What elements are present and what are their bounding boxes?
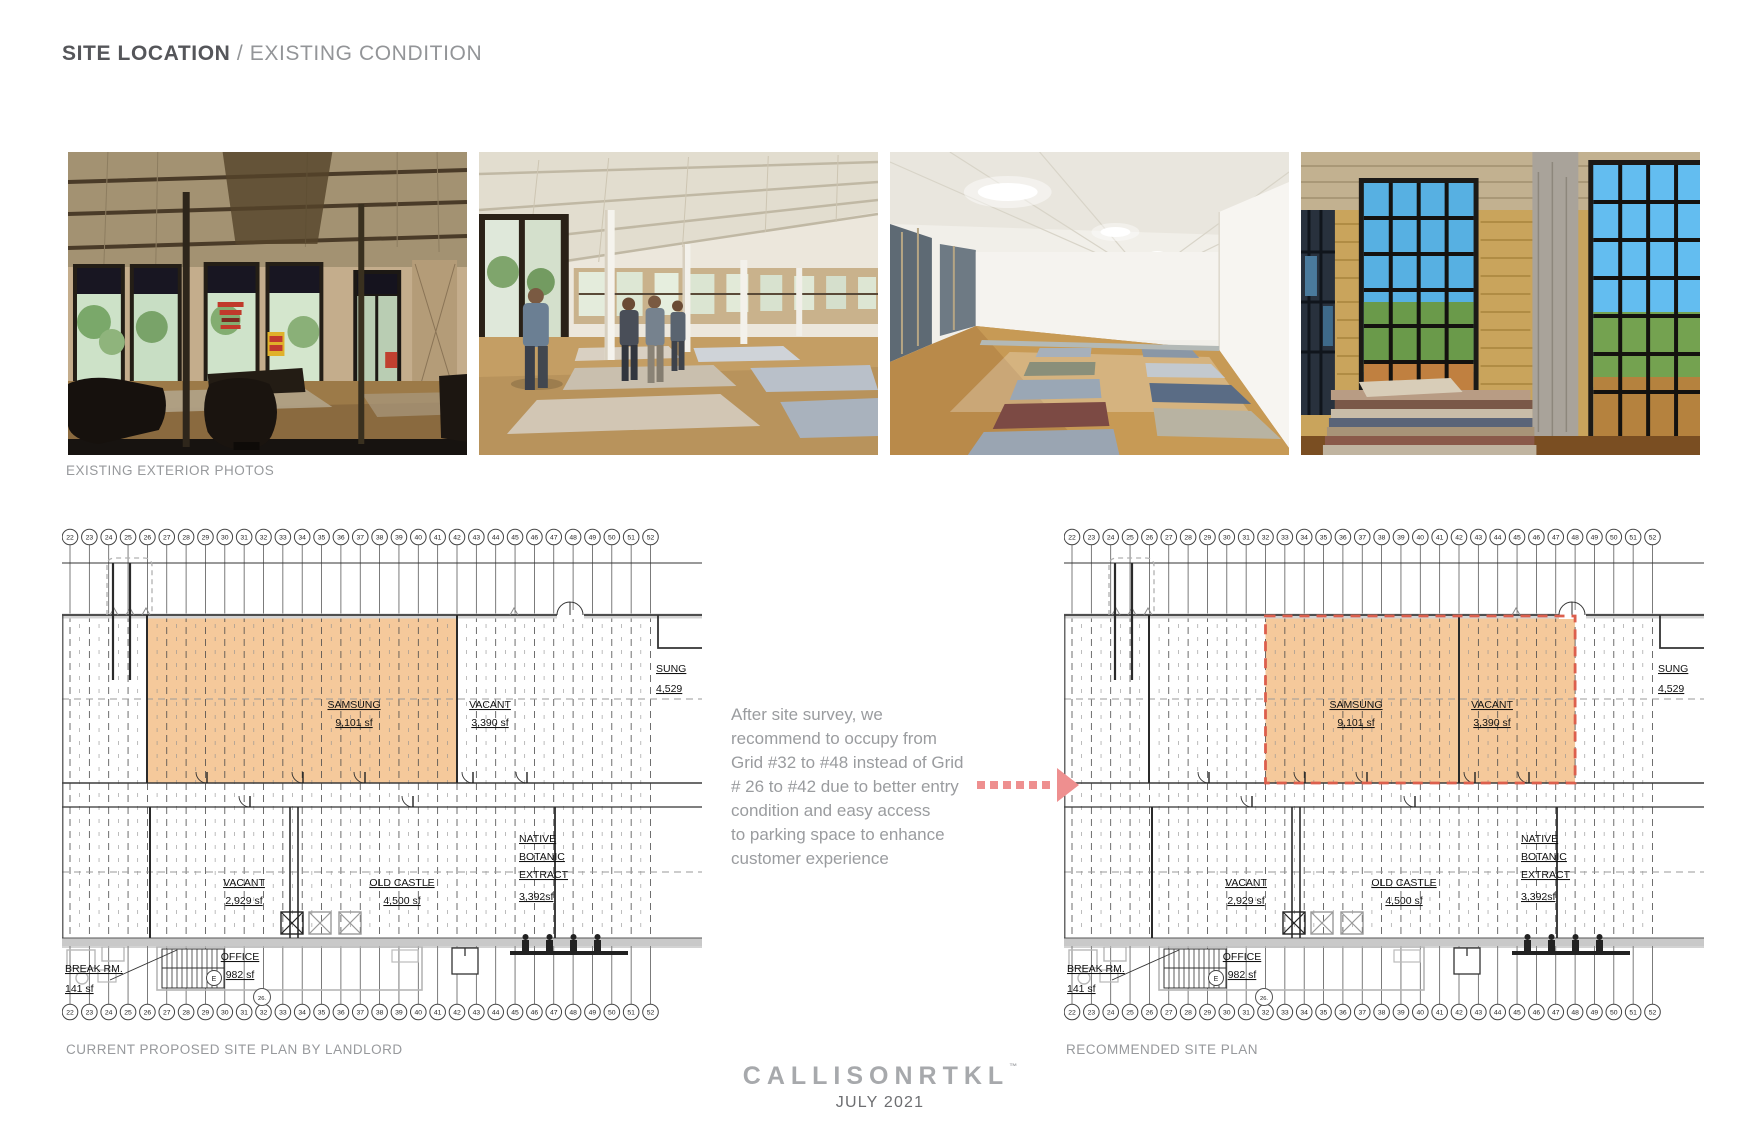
svg-text:SUNG: SUNG — [656, 663, 687, 675]
svg-text:32: 32 — [259, 1009, 268, 1017]
page-title-separator: / — [236, 42, 244, 65]
svg-text:42: 42 — [453, 1009, 461, 1017]
svg-text:38: 38 — [1377, 1009, 1386, 1017]
svg-text:47: 47 — [549, 534, 558, 542]
svg-text:22: 22 — [66, 1009, 74, 1017]
svg-text:28: 28 — [1184, 534, 1192, 542]
svg-text:45: 45 — [511, 534, 519, 542]
svg-text:34: 34 — [298, 534, 306, 542]
svg-text:27: 27 — [162, 534, 171, 542]
svg-text:E: E — [1213, 976, 1219, 983]
svg-text:27: 27 — [1164, 534, 1173, 542]
svg-text:42: 42 — [1455, 1009, 1463, 1017]
svg-text:43: 43 — [1474, 534, 1483, 542]
svg-text:48: 48 — [569, 1009, 577, 1017]
svg-text:48: 48 — [569, 534, 577, 542]
svg-text:28: 28 — [182, 534, 190, 542]
svg-text:41: 41 — [433, 1009, 442, 1017]
svg-text:22: 22 — [66, 534, 74, 542]
svg-text:3,390 sf: 3,390 sf — [1473, 717, 1511, 729]
svg-text:28: 28 — [1184, 1009, 1192, 1017]
svg-text:47: 47 — [549, 1009, 558, 1017]
svg-text:4,529: 4,529 — [656, 683, 683, 695]
svg-text:30: 30 — [1223, 534, 1231, 542]
svg-text:48: 48 — [1571, 534, 1579, 542]
photo-3 — [890, 152, 1289, 455]
svg-text:41: 41 — [1435, 1009, 1444, 1017]
svg-text:44: 44 — [1493, 1009, 1502, 1017]
svg-text:36: 36 — [337, 1009, 345, 1017]
svg-text:37: 37 — [1358, 534, 1367, 542]
svg-text:3,392sf: 3,392sf — [1521, 891, 1556, 903]
svg-text:36: 36 — [337, 534, 345, 542]
svg-text:BREAK RM.: BREAK RM. — [1067, 963, 1125, 975]
svg-text:22: 22 — [1068, 1009, 1076, 1017]
svg-text:32: 32 — [259, 534, 268, 542]
svg-text:52: 52 — [646, 534, 655, 542]
svg-text:24: 24 — [104, 1009, 113, 1017]
svg-text:27: 27 — [1164, 1009, 1173, 1017]
page-title — [62, 42, 482, 66]
svg-text:35: 35 — [317, 1009, 326, 1017]
svg-text:30: 30 — [221, 1009, 229, 1017]
svg-text:47: 47 — [1551, 534, 1560, 542]
photos-caption: EXISTING EXTERIOR PHOTOS — [66, 463, 275, 478]
svg-text:51: 51 — [627, 1009, 635, 1017]
svg-text:23: 23 — [85, 534, 94, 542]
svg-text:41: 41 — [433, 534, 442, 542]
svg-text:46: 46 — [1532, 534, 1541, 542]
site-plan-current-drawing — [62, 520, 702, 1025]
svg-text:52: 52 — [1648, 534, 1657, 542]
svg-text:44: 44 — [1493, 534, 1502, 542]
photo-4 — [1301, 152, 1700, 455]
recommendation-note — [731, 703, 963, 871]
svg-text:45: 45 — [1513, 534, 1521, 542]
plan-caption-current: CURRENT PROPOSED SITE PLAN BY LANDLORD — [66, 1042, 403, 1057]
svg-text:40: 40 — [414, 534, 423, 542]
svg-text:EXTRACT: EXTRACT — [519, 869, 569, 881]
svg-text:37: 37 — [356, 534, 365, 542]
svg-text:47: 47 — [1551, 1009, 1560, 1017]
svg-text:VACANT: VACANT — [1225, 877, 1267, 889]
svg-text:VACANT: VACANT — [469, 699, 511, 711]
svg-text:26: 26 — [1145, 1009, 1154, 1017]
svg-text:NATIVE: NATIVE — [519, 833, 557, 845]
svg-text:2,929 sf: 2,929 sf — [225, 895, 263, 907]
photo-1 — [68, 152, 467, 455]
page-title-primary: SITE LOCATION — [62, 42, 231, 65]
svg-text:42: 42 — [1455, 534, 1463, 542]
svg-text:40: 40 — [1416, 534, 1425, 542]
photo-4-image — [1301, 152, 1700, 455]
svg-text:4,529: 4,529 — [1658, 683, 1685, 695]
recommendation-note-line: # 26 to #42 due to better entry — [731, 777, 959, 796]
svg-text:OFFICE: OFFICE — [220, 951, 260, 963]
svg-text:46: 46 — [1532, 1009, 1541, 1017]
svg-text:26.: 26. — [1259, 996, 1269, 1002]
site-plan-recommended — [1064, 520, 1704, 1025]
arrow-head — [1057, 768, 1079, 802]
recommendation-note-line: customer experience — [731, 849, 889, 868]
svg-text:27: 27 — [162, 1009, 171, 1017]
svg-text:44: 44 — [491, 534, 500, 542]
svg-text:4,500 sf: 4,500 sf — [1385, 895, 1423, 907]
svg-text:29: 29 — [1203, 1009, 1212, 1017]
dotted-arrow-icon — [977, 768, 1079, 802]
svg-text:23: 23 — [1087, 534, 1096, 542]
svg-text:EXTRACT: EXTRACT — [1521, 869, 1571, 881]
svg-text:982 sf: 982 sf — [225, 969, 255, 981]
svg-text:39: 39 — [395, 534, 403, 542]
svg-text:45: 45 — [1513, 1009, 1521, 1017]
svg-text:35: 35 — [317, 534, 326, 542]
recommendation-note-line: Grid #32 to #48 instead of Grid — [731, 753, 964, 772]
svg-text:9,101 sf: 9,101 sf — [1337, 717, 1375, 729]
svg-text:SAMSUNG: SAMSUNG — [1329, 699, 1383, 711]
svg-text:39: 39 — [395, 1009, 403, 1017]
svg-text:SUNG: SUNG — [1658, 663, 1689, 675]
svg-text:22: 22 — [1068, 534, 1076, 542]
svg-text:24: 24 — [1106, 1009, 1115, 1017]
company-logo: CALLISONRTKL™ — [742, 1062, 1018, 1090]
svg-text:40: 40 — [414, 1009, 423, 1017]
site-plan-current — [62, 520, 702, 1025]
svg-text:33: 33 — [279, 1009, 287, 1017]
svg-text:46: 46 — [530, 1009, 539, 1017]
svg-text:24: 24 — [1106, 534, 1115, 542]
svg-text:30: 30 — [1223, 1009, 1231, 1017]
svg-text:34: 34 — [1300, 534, 1308, 542]
svg-text:9,101 sf: 9,101 sf — [335, 717, 373, 729]
svg-text:982 sf: 982 sf — [1227, 969, 1257, 981]
svg-text:49: 49 — [1590, 534, 1599, 542]
svg-text:VACANT: VACANT — [223, 877, 265, 889]
svg-text:34: 34 — [298, 1009, 306, 1017]
svg-text:SAMSUNG: SAMSUNG — [327, 699, 381, 711]
svg-text:31: 31 — [1242, 534, 1250, 542]
svg-text:51: 51 — [1629, 534, 1637, 542]
svg-text:37: 37 — [356, 1009, 365, 1017]
svg-text:49: 49 — [1590, 1009, 1599, 1017]
svg-text:141 sf: 141 sf — [1067, 983, 1096, 995]
svg-text:43: 43 — [1474, 1009, 1483, 1017]
svg-text:BOTANIC: BOTANIC — [519, 851, 565, 863]
svg-text:35: 35 — [1319, 534, 1328, 542]
svg-text:29: 29 — [1203, 534, 1212, 542]
svg-text:25: 25 — [1126, 534, 1134, 542]
svg-text:52: 52 — [646, 1009, 655, 1017]
svg-text:50: 50 — [608, 534, 616, 542]
svg-text:3,392sf: 3,392sf — [519, 891, 554, 903]
svg-text:23: 23 — [1087, 1009, 1096, 1017]
site-plan-recommended-drawing — [1064, 520, 1704, 1025]
svg-text:52: 52 — [1648, 1009, 1657, 1017]
svg-text:BOTANIC: BOTANIC — [1521, 851, 1567, 863]
svg-text:28: 28 — [182, 1009, 190, 1017]
svg-text:46: 46 — [530, 534, 539, 542]
svg-text:34: 34 — [1300, 1009, 1308, 1017]
svg-text:141 sf: 141 sf — [65, 983, 94, 995]
svg-text:2,929 sf: 2,929 sf — [1227, 895, 1265, 907]
svg-text:31: 31 — [1242, 1009, 1250, 1017]
svg-text:48: 48 — [1571, 1009, 1579, 1017]
svg-text:36: 36 — [1339, 534, 1347, 542]
svg-text:50: 50 — [1610, 1009, 1618, 1017]
svg-text:40: 40 — [1416, 1009, 1425, 1017]
recommendation-note-line: After site survey, we — [731, 705, 883, 724]
svg-text:E: E — [211, 976, 217, 983]
svg-text:3,390 sf: 3,390 sf — [471, 717, 509, 729]
svg-text:43: 43 — [472, 1009, 481, 1017]
svg-text:29: 29 — [201, 1009, 210, 1017]
svg-text:50: 50 — [1610, 534, 1618, 542]
svg-text:41: 41 — [1435, 534, 1444, 542]
svg-text:43: 43 — [472, 534, 481, 542]
svg-text:26: 26 — [143, 1009, 152, 1017]
svg-text:33: 33 — [1281, 534, 1289, 542]
svg-text:OLD CASTLE: OLD CASTLE — [1371, 877, 1437, 889]
svg-text:42: 42 — [453, 534, 461, 542]
svg-text:4,500 sf: 4,500 sf — [383, 895, 421, 907]
plan-caption-recommended: RECOMMENDED SITE PLAN — [1066, 1042, 1259, 1057]
svg-text:38: 38 — [375, 1009, 384, 1017]
recommendation-note-line: condition and easy access — [731, 801, 931, 820]
svg-text:29: 29 — [201, 534, 210, 542]
photo-3-image — [890, 152, 1289, 455]
svg-text:23: 23 — [85, 1009, 94, 1017]
svg-text:32: 32 — [1261, 1009, 1270, 1017]
svg-text:38: 38 — [1377, 534, 1386, 542]
svg-text:45: 45 — [511, 1009, 519, 1017]
svg-text:25: 25 — [124, 534, 132, 542]
svg-text:49: 49 — [588, 1009, 597, 1017]
page-title-secondary: EXISTING CONDITION — [249, 42, 483, 65]
svg-text:31: 31 — [240, 1009, 248, 1017]
svg-text:24: 24 — [104, 534, 113, 542]
photo-1-image — [68, 152, 467, 455]
photo-2 — [479, 152, 878, 455]
recommendation-note-line: to parking space to enhance — [731, 825, 945, 844]
svg-text:49: 49 — [588, 534, 597, 542]
footer — [0, 1062, 1760, 1112]
svg-text:37: 37 — [1358, 1009, 1367, 1017]
svg-text:VACANT: VACANT — [1471, 699, 1513, 711]
svg-text:BREAK RM.: BREAK RM. — [65, 963, 123, 975]
recommendation-note-line: recommend to occupy from — [731, 729, 937, 748]
photo-2-image — [479, 152, 878, 455]
svg-text:32: 32 — [1261, 534, 1270, 542]
svg-text:OFFICE: OFFICE — [1222, 951, 1262, 963]
svg-text:50: 50 — [608, 1009, 616, 1017]
svg-text:26: 26 — [1145, 534, 1154, 542]
svg-text:26: 26 — [143, 534, 152, 542]
trademark: ™ — [1009, 1062, 1018, 1071]
svg-text:38: 38 — [375, 534, 384, 542]
svg-text:33: 33 — [1281, 1009, 1289, 1017]
svg-text:35: 35 — [1319, 1009, 1328, 1017]
svg-text:25: 25 — [1126, 1009, 1134, 1017]
svg-text:36: 36 — [1339, 1009, 1347, 1017]
svg-text:51: 51 — [1629, 1009, 1637, 1017]
svg-text:26.: 26. — [257, 996, 267, 1002]
footer-date: JULY 2021 — [835, 1094, 925, 1111]
svg-text:OLD CASTLE: OLD CASTLE — [369, 877, 435, 889]
svg-text:33: 33 — [279, 534, 287, 542]
svg-text:51: 51 — [627, 534, 635, 542]
svg-text:39: 39 — [1397, 1009, 1405, 1017]
svg-text:44: 44 — [491, 1009, 500, 1017]
svg-text:NATIVE: NATIVE — [1521, 833, 1559, 845]
svg-text:31: 31 — [240, 534, 248, 542]
svg-text:30: 30 — [221, 534, 229, 542]
svg-text:39: 39 — [1397, 534, 1405, 542]
svg-text:25: 25 — [124, 1009, 132, 1017]
